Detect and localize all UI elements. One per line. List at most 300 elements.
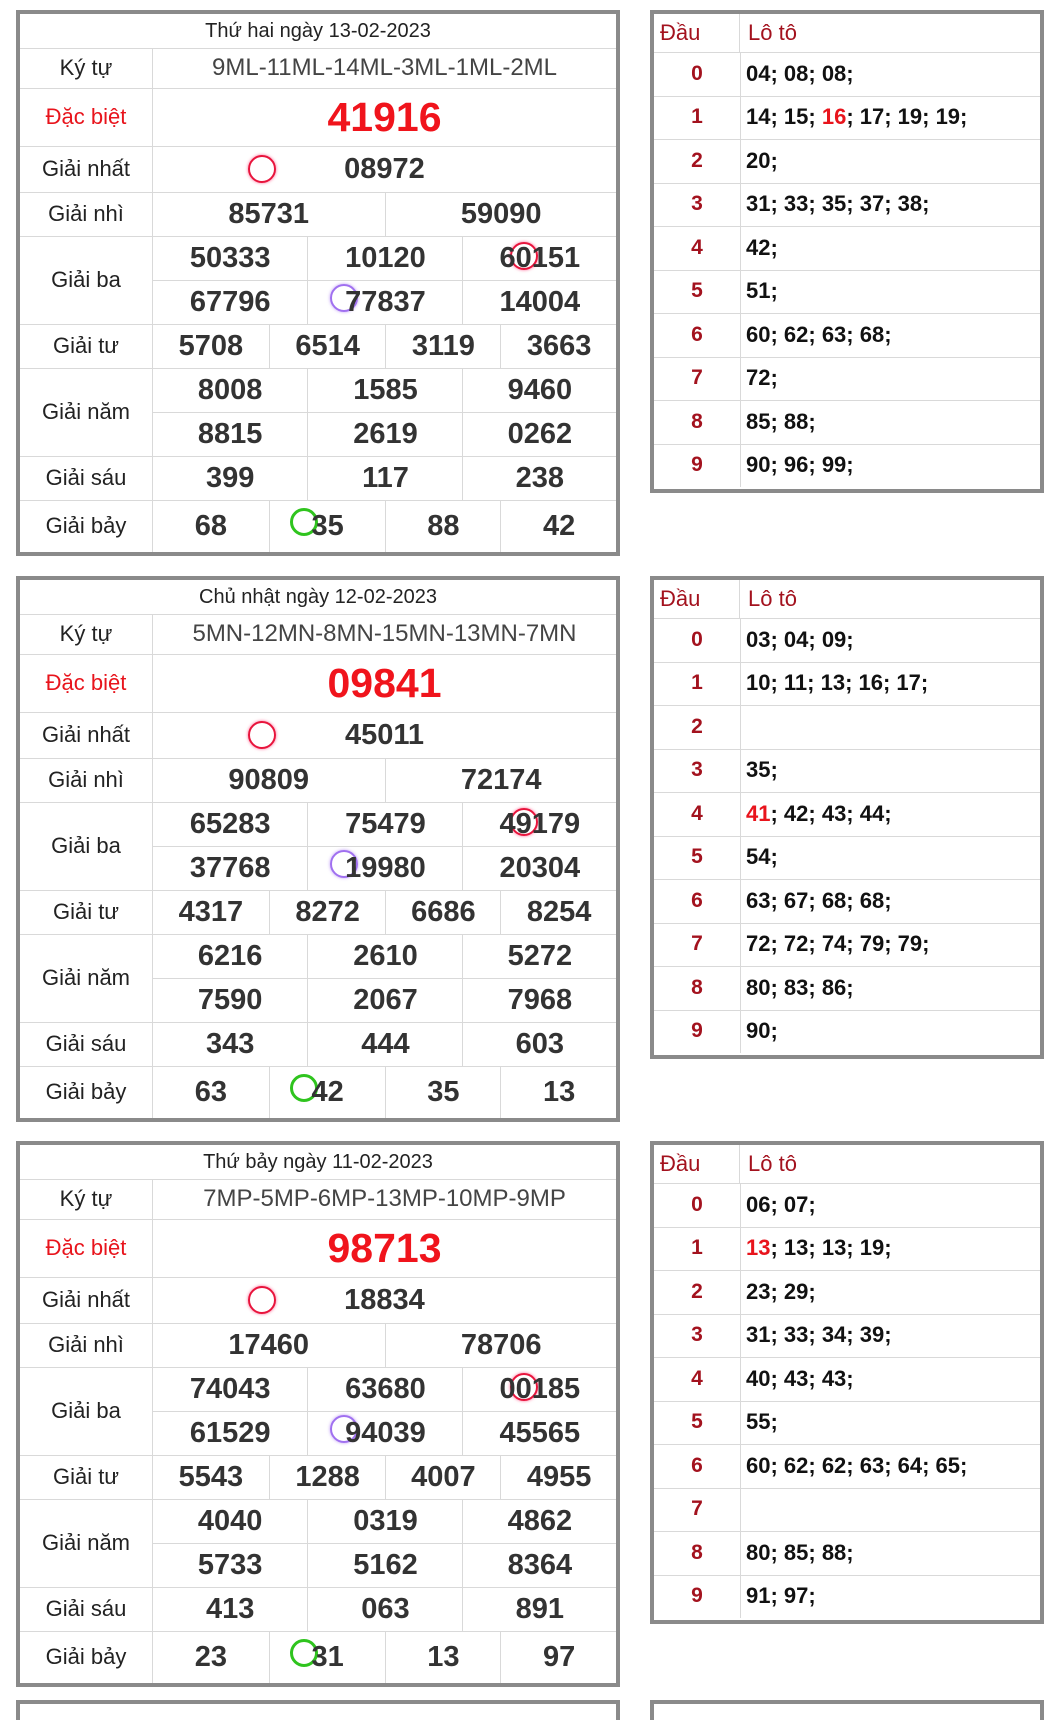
prize-number: 88 bbox=[385, 500, 502, 552]
head-digit: 3 bbox=[654, 183, 741, 227]
loto-suffix: 40; 43; 43; bbox=[746, 1365, 854, 1391]
loto-row bbox=[654, 1183, 1040, 1228]
prize-row-g4 bbox=[20, 324, 616, 369]
prize-number: 2619 bbox=[307, 412, 462, 456]
loto-numbers bbox=[746, 879, 1040, 923]
prize-number: 10120 bbox=[307, 236, 462, 280]
head-digit: 6 bbox=[654, 313, 741, 357]
head-digit: 7 bbox=[654, 1488, 741, 1532]
prize-label: Giải ba bbox=[20, 802, 153, 890]
prize-values bbox=[153, 1066, 616, 1118]
loto-table bbox=[650, 576, 1044, 1059]
prize-label: Giải bảy bbox=[20, 1066, 153, 1118]
loto-numbers bbox=[746, 1401, 1040, 1445]
divider bbox=[153, 412, 616, 413]
prize-label: Giải năm bbox=[20, 368, 153, 456]
loto-numbers bbox=[746, 966, 1040, 1010]
prize-label: Đặc biệt bbox=[20, 654, 153, 712]
prize-number: 891 bbox=[462, 1587, 617, 1631]
prize-number: 1288 bbox=[269, 1455, 386, 1499]
prize-number: 7590 bbox=[197, 983, 263, 1016]
divider bbox=[153, 978, 616, 979]
prize-number: 8254 bbox=[500, 890, 617, 934]
head-digit: 2 bbox=[654, 705, 741, 749]
loto-row bbox=[654, 1314, 1040, 1359]
prize-number: 63680 bbox=[307, 1367, 462, 1411]
loto-row bbox=[654, 1444, 1040, 1489]
loto-suffix: 31; 33; 35; 37; 38; bbox=[746, 191, 930, 217]
prize-number: 13 bbox=[385, 1631, 502, 1683]
prize-number: 49179 bbox=[462, 802, 617, 846]
prize-values bbox=[153, 236, 616, 324]
prize-values bbox=[153, 456, 616, 500]
special-prize-number: 98713 bbox=[327, 1224, 442, 1271]
loto-suffix: 31; 33; 34; 39; bbox=[746, 1322, 892, 1348]
loto-numbers bbox=[746, 139, 1040, 183]
loto-numbers bbox=[746, 96, 1040, 140]
loto-suffix: 85; 88; bbox=[746, 408, 816, 434]
prize-number: 19980 bbox=[307, 846, 462, 890]
loto-suffix: 90; 96; 99; bbox=[746, 452, 854, 478]
prize-row-g2 bbox=[20, 192, 616, 237]
loto-row bbox=[654, 400, 1040, 445]
loto-suffix: 35; bbox=[746, 757, 778, 783]
prize-label: Đặc biệt bbox=[20, 88, 153, 146]
loto-numbers bbox=[746, 52, 1040, 96]
loto-suffix: 10; 11; 13; 16; 17; bbox=[746, 670, 929, 696]
prize-row-g1 bbox=[20, 712, 616, 759]
loto-suffix: 60; 62; 63; 68; bbox=[746, 321, 892, 347]
loto-row bbox=[654, 1575, 1040, 1619]
prize-row-g7 bbox=[20, 1631, 616, 1683]
loto-suffix: 80; 83; 86; bbox=[746, 974, 854, 1000]
loto-suffix: 80; 85; 88; bbox=[746, 1539, 854, 1565]
head-digit: 2 bbox=[654, 139, 741, 183]
loto-row bbox=[654, 226, 1040, 271]
prize-row-g6 bbox=[20, 1022, 616, 1067]
prize-number: 97 bbox=[500, 1631, 617, 1683]
head-digit: 8 bbox=[654, 400, 741, 444]
head-digit: 6 bbox=[654, 879, 741, 923]
loto-suffix: ; 17; 19; 19; bbox=[846, 104, 968, 130]
loto-row bbox=[654, 1531, 1040, 1576]
prize-number: 3663 bbox=[500, 324, 617, 368]
prize-label: Ký tự bbox=[20, 614, 153, 654]
loto-suffix: 72; bbox=[746, 365, 778, 391]
prize-number: 90809 bbox=[228, 763, 310, 796]
prize-number: 35 bbox=[269, 500, 386, 552]
loto-numbers bbox=[746, 618, 1040, 662]
dau-header: Đầu bbox=[660, 586, 701, 611]
prize-number: 75479 bbox=[307, 802, 462, 846]
loto-row bbox=[654, 1010, 1040, 1054]
prize-label: Giải nhì bbox=[20, 1323, 153, 1367]
loto-suffix: 63; 67; 68; 68; bbox=[746, 887, 892, 913]
prize-number: 2067 bbox=[307, 978, 462, 1022]
prize-label: Giải nhì bbox=[20, 758, 153, 802]
loto-row bbox=[654, 923, 1040, 968]
loto-header bbox=[654, 580, 1040, 619]
prize-number: 5708 bbox=[178, 329, 244, 362]
head-digit: 7 bbox=[654, 923, 741, 967]
loto-numbers bbox=[746, 400, 1040, 444]
prize-number: 0319 bbox=[307, 1499, 462, 1543]
loto-row bbox=[654, 139, 1040, 184]
prize-values bbox=[153, 324, 616, 368]
prize-values bbox=[153, 1499, 616, 1587]
prize-number: 59090 bbox=[385, 192, 618, 236]
loto-suffix: 72; 72; 74; 79; 79; bbox=[746, 931, 930, 957]
prize-values bbox=[153, 890, 616, 934]
prize-number: 45565 bbox=[462, 1411, 617, 1455]
head-digit: 4 bbox=[654, 1357, 741, 1401]
prize-label: Giải sáu bbox=[20, 456, 153, 500]
loto-numbers bbox=[746, 313, 1040, 357]
prize-row-g7 bbox=[20, 1066, 616, 1118]
loto-table bbox=[650, 1141, 1044, 1624]
draw-block bbox=[0, 566, 1059, 1136]
prize-number: 063 bbox=[307, 1587, 462, 1631]
loto-numbers bbox=[746, 1575, 1040, 1619]
loto-header-label: Lô tô bbox=[748, 1151, 797, 1176]
prize-label: Giải năm bbox=[20, 1499, 153, 1587]
prize-number: 61529 bbox=[189, 1416, 271, 1449]
prize-number: 17460 bbox=[228, 1328, 310, 1361]
loto-suffix: 54; bbox=[746, 844, 778, 870]
head-digit: 1 bbox=[654, 1227, 741, 1271]
prize-number: 238 bbox=[462, 456, 617, 500]
next-loto-table-edge bbox=[650, 1700, 1044, 1720]
prize-number: 8008 bbox=[197, 373, 263, 406]
loto-row bbox=[654, 1401, 1040, 1446]
prize-number: 399 bbox=[205, 461, 255, 494]
loto-numbers bbox=[746, 226, 1040, 270]
loto-numbers bbox=[746, 923, 1040, 967]
loto-numbers bbox=[746, 1488, 1040, 1532]
results-table bbox=[16, 1141, 620, 1687]
divider bbox=[153, 846, 616, 847]
loto-row bbox=[654, 357, 1040, 402]
prize-number: 63 bbox=[194, 1075, 227, 1108]
prize-values bbox=[153, 802, 616, 890]
loto-numbers bbox=[746, 749, 1040, 793]
prize-row-g3 bbox=[20, 802, 616, 891]
loto-row bbox=[654, 270, 1040, 315]
prize-values bbox=[153, 1367, 616, 1455]
loto-row bbox=[654, 966, 1040, 1011]
draw-block bbox=[0, 1131, 1059, 1701]
loto-numbers bbox=[746, 1444, 1040, 1488]
loto-suffix: 23; 29; bbox=[746, 1278, 816, 1304]
head-digit: 0 bbox=[654, 1183, 741, 1227]
results-table bbox=[16, 10, 620, 556]
prize-number: 72174 bbox=[385, 758, 618, 802]
prize-values bbox=[153, 1631, 616, 1683]
head-digit: 1 bbox=[654, 96, 741, 140]
prize-label: Giải tư bbox=[20, 324, 153, 368]
divider bbox=[153, 280, 616, 281]
prize-row-g5 bbox=[20, 934, 616, 1023]
prize-row-g4 bbox=[20, 890, 616, 935]
prize-number: 3119 bbox=[385, 324, 502, 368]
prize-values bbox=[153, 758, 616, 802]
loto-row bbox=[654, 618, 1040, 663]
draw-date-title: Chủ nhật ngày 12-02-2023 bbox=[20, 580, 616, 615]
head-digit: 0 bbox=[654, 52, 741, 96]
loto-row bbox=[654, 836, 1040, 881]
prize-row-db bbox=[20, 88, 616, 147]
prize-number: 31 bbox=[269, 1631, 386, 1683]
prize-values bbox=[153, 1587, 616, 1631]
prize-number: 0262 bbox=[462, 412, 617, 456]
head-digit: 5 bbox=[654, 1401, 741, 1445]
next-results-table-edge bbox=[16, 1700, 620, 1720]
loto-numbers bbox=[746, 183, 1040, 227]
prize-label: Ký tự bbox=[20, 1179, 153, 1219]
loto-header-label: Lô tô bbox=[748, 20, 797, 45]
loto-suffix: 04; 08; 08; bbox=[746, 60, 854, 86]
prize-label: Đặc biệt bbox=[20, 1219, 153, 1277]
prize-number: 65283 bbox=[189, 807, 271, 840]
prize-number: 50333 bbox=[189, 241, 271, 274]
first-prize-number: 18834 bbox=[344, 1283, 425, 1316]
loto-numbers bbox=[746, 1531, 1040, 1575]
special-prize-number: 09841 bbox=[327, 659, 442, 706]
prize-number: 8272 bbox=[269, 890, 386, 934]
prize-number: 74043 bbox=[189, 1372, 271, 1405]
prize-label: Giải bảy bbox=[20, 1631, 153, 1683]
prize-values bbox=[153, 1022, 616, 1066]
prize-number: 23 bbox=[194, 1640, 227, 1673]
prize-number: 4317 bbox=[178, 895, 244, 928]
prize-row-g1 bbox=[20, 146, 616, 193]
loto-numbers bbox=[746, 1183, 1040, 1227]
head-digit: 1 bbox=[654, 662, 741, 706]
loto-header bbox=[654, 14, 1040, 53]
loto-row bbox=[654, 879, 1040, 924]
prize-number: 1585 bbox=[307, 368, 462, 412]
prize-number: 4862 bbox=[462, 1499, 617, 1543]
prize-number: 343 bbox=[205, 1027, 255, 1060]
dau-header: Đầu bbox=[660, 20, 701, 45]
prize-number: 77837 bbox=[307, 280, 462, 324]
loto-row bbox=[654, 749, 1040, 794]
loto-highlight: 13 bbox=[746, 1235, 771, 1261]
loto-row bbox=[654, 792, 1040, 837]
prize-number: 8815 bbox=[197, 417, 263, 450]
prize-row-g3 bbox=[20, 1367, 616, 1456]
draw-code: 5MN-12MN-8MN-15MN-13MN-7MN bbox=[192, 620, 577, 647]
loto-suffix: 42; bbox=[746, 234, 778, 260]
draw-code: 7MP-5MP-6MP-13MP-10MP-9MP bbox=[203, 1185, 566, 1212]
loto-highlight: 41 bbox=[746, 800, 771, 826]
first-prize-number: 08972 bbox=[344, 152, 425, 185]
prize-number: 5543 bbox=[178, 1460, 244, 1493]
dau-header: Đầu bbox=[660, 1151, 701, 1176]
prize-number: 6514 bbox=[269, 324, 386, 368]
loto-numbers bbox=[746, 792, 1040, 836]
loto-prefix: 14; 15; bbox=[746, 104, 822, 130]
loto-row bbox=[654, 1270, 1040, 1315]
head-digit: 9 bbox=[654, 1010, 741, 1054]
head-digit: 8 bbox=[654, 1531, 741, 1575]
prize-row-g6 bbox=[20, 1587, 616, 1632]
prize-number: 4040 bbox=[197, 1504, 263, 1537]
prize-number: 4955 bbox=[500, 1455, 617, 1499]
prize-number: 42 bbox=[269, 1066, 386, 1118]
special-prize-number: 41916 bbox=[327, 93, 442, 140]
prize-label: Giải ba bbox=[20, 1367, 153, 1455]
prize-row-db bbox=[20, 654, 616, 713]
prize-number: 4007 bbox=[385, 1455, 502, 1499]
loto-suffix: 03; 04; 09; bbox=[746, 626, 854, 652]
prize-label: Giải nhất bbox=[20, 1277, 153, 1323]
prize-number: 5162 bbox=[307, 1543, 462, 1587]
loto-numbers bbox=[746, 1010, 1040, 1054]
prize-row-g2 bbox=[20, 758, 616, 803]
loto-row bbox=[654, 1488, 1040, 1533]
first-prize-number: 45011 bbox=[344, 718, 425, 751]
prize-number: 2610 bbox=[307, 934, 462, 978]
loto-row bbox=[654, 52, 1040, 97]
loto-numbers bbox=[746, 1270, 1040, 1314]
prize-number: 5733 bbox=[197, 1548, 263, 1581]
prize-number: 6686 bbox=[385, 890, 502, 934]
prize-number: 413 bbox=[205, 1592, 255, 1625]
loto-row bbox=[654, 444, 1040, 488]
prize-row-g7 bbox=[20, 500, 616, 552]
loto-numbers bbox=[746, 1314, 1040, 1358]
prize-values bbox=[153, 1455, 616, 1499]
draw-date-title: Thứ hai ngày 13-02-2023 bbox=[20, 14, 616, 49]
prize-values bbox=[153, 192, 616, 236]
loto-suffix: 51; bbox=[746, 278, 778, 304]
loto-suffix: 90; bbox=[746, 1018, 778, 1044]
loto-numbers bbox=[746, 444, 1040, 488]
prize-row-g5 bbox=[20, 1499, 616, 1588]
prize-number: 94039 bbox=[307, 1411, 462, 1455]
draw-code: 9ML-11ML-14ML-3ML-1ML-2ML bbox=[212, 54, 557, 81]
prize-label: Giải bảy bbox=[20, 500, 153, 552]
head-digit: 6 bbox=[654, 1444, 741, 1488]
head-digit: 2 bbox=[654, 1270, 741, 1314]
head-digit: 5 bbox=[654, 270, 741, 314]
prize-label: Giải nhất bbox=[20, 712, 153, 758]
results-table bbox=[16, 576, 620, 1122]
prize-number: 117 bbox=[307, 456, 462, 500]
loto-numbers bbox=[746, 705, 1040, 749]
loto-suffix: ; 42; 43; 44; bbox=[770, 800, 892, 826]
loto-suffix: 55; bbox=[746, 1409, 778, 1435]
prize-label: Giải năm bbox=[20, 934, 153, 1022]
prize-number: 00185 bbox=[462, 1367, 617, 1411]
prize-number: 444 bbox=[307, 1022, 462, 1066]
loto-suffix: 60; 62; 62; 63; 64; 65; bbox=[746, 1452, 968, 1478]
loto-header-label: Lô tô bbox=[748, 586, 797, 611]
prize-number: 20304 bbox=[462, 846, 617, 890]
prize-number: 78706 bbox=[385, 1323, 618, 1367]
prize-values bbox=[153, 500, 616, 552]
prize-number: 67796 bbox=[189, 285, 271, 318]
prize-number: 8364 bbox=[462, 1543, 617, 1587]
prize-row-db bbox=[20, 1219, 616, 1278]
divider bbox=[153, 1411, 616, 1412]
loto-numbers bbox=[746, 1357, 1040, 1401]
loto-suffix: 20; bbox=[746, 147, 778, 173]
prize-number: 85731 bbox=[228, 197, 310, 230]
prize-row-g6 bbox=[20, 456, 616, 501]
loto-row bbox=[654, 1227, 1040, 1272]
prize-row-kytu bbox=[20, 1179, 616, 1220]
prize-number: 35 bbox=[385, 1066, 502, 1118]
head-digit: 4 bbox=[654, 226, 741, 270]
prize-label: Giải tư bbox=[20, 890, 153, 934]
head-digit: 9 bbox=[654, 1575, 741, 1619]
prize-values bbox=[153, 368, 616, 456]
prize-values bbox=[153, 934, 616, 1022]
loto-suffix: 91; 97; bbox=[746, 1583, 816, 1609]
head-digit: 4 bbox=[654, 792, 741, 836]
prize-row-g2 bbox=[20, 1323, 616, 1368]
prize-number: 60151 bbox=[462, 236, 617, 280]
loto-row bbox=[654, 183, 1040, 228]
prize-row-g3 bbox=[20, 236, 616, 325]
head-digit: 3 bbox=[654, 1314, 741, 1358]
head-digit: 3 bbox=[654, 749, 741, 793]
prize-label: Giải tư bbox=[20, 1455, 153, 1499]
loto-row bbox=[654, 313, 1040, 358]
prize-label: Giải ba bbox=[20, 236, 153, 324]
head-digit: 8 bbox=[654, 966, 741, 1010]
loto-numbers bbox=[746, 270, 1040, 314]
prize-number: 5272 bbox=[462, 934, 617, 978]
draw-block bbox=[0, 0, 1059, 570]
loto-row bbox=[654, 96, 1040, 141]
prize-number: 13 bbox=[500, 1066, 617, 1118]
prize-number: 68 bbox=[194, 509, 227, 542]
prize-row-kytu bbox=[20, 48, 616, 89]
prize-number: 42 bbox=[500, 500, 617, 552]
prize-number: 9460 bbox=[462, 368, 617, 412]
prize-row-g4 bbox=[20, 1455, 616, 1500]
prize-number: 37768 bbox=[189, 851, 271, 884]
divider bbox=[153, 1543, 616, 1544]
loto-numbers bbox=[746, 1227, 1040, 1271]
prize-label: Giải nhì bbox=[20, 192, 153, 236]
prize-label: Giải nhất bbox=[20, 146, 153, 192]
prize-label: Giải sáu bbox=[20, 1022, 153, 1066]
head-digit: 9 bbox=[654, 444, 741, 488]
prize-row-kytu bbox=[20, 614, 616, 655]
prize-label: Ký tự bbox=[20, 48, 153, 88]
prize-number: 6216 bbox=[197, 939, 263, 972]
loto-numbers bbox=[746, 836, 1040, 880]
loto-row bbox=[654, 1357, 1040, 1402]
loto-suffix: ; 13; 13; 19; bbox=[770, 1235, 892, 1261]
prize-values bbox=[153, 1323, 616, 1367]
prize-number: 14004 bbox=[462, 280, 617, 324]
head-digit: 5 bbox=[654, 836, 741, 880]
loto-header bbox=[654, 1145, 1040, 1184]
head-digit: 7 bbox=[654, 357, 741, 401]
prize-row-g1 bbox=[20, 1277, 616, 1324]
loto-highlight: 16 bbox=[821, 104, 847, 130]
head-digit: 0 bbox=[654, 618, 741, 662]
loto-suffix: 06; 07; bbox=[746, 1191, 816, 1217]
prize-number: 603 bbox=[462, 1022, 617, 1066]
draw-date-title: Thứ bảy ngày 11-02-2023 bbox=[20, 1145, 616, 1180]
prize-row-g5 bbox=[20, 368, 616, 457]
